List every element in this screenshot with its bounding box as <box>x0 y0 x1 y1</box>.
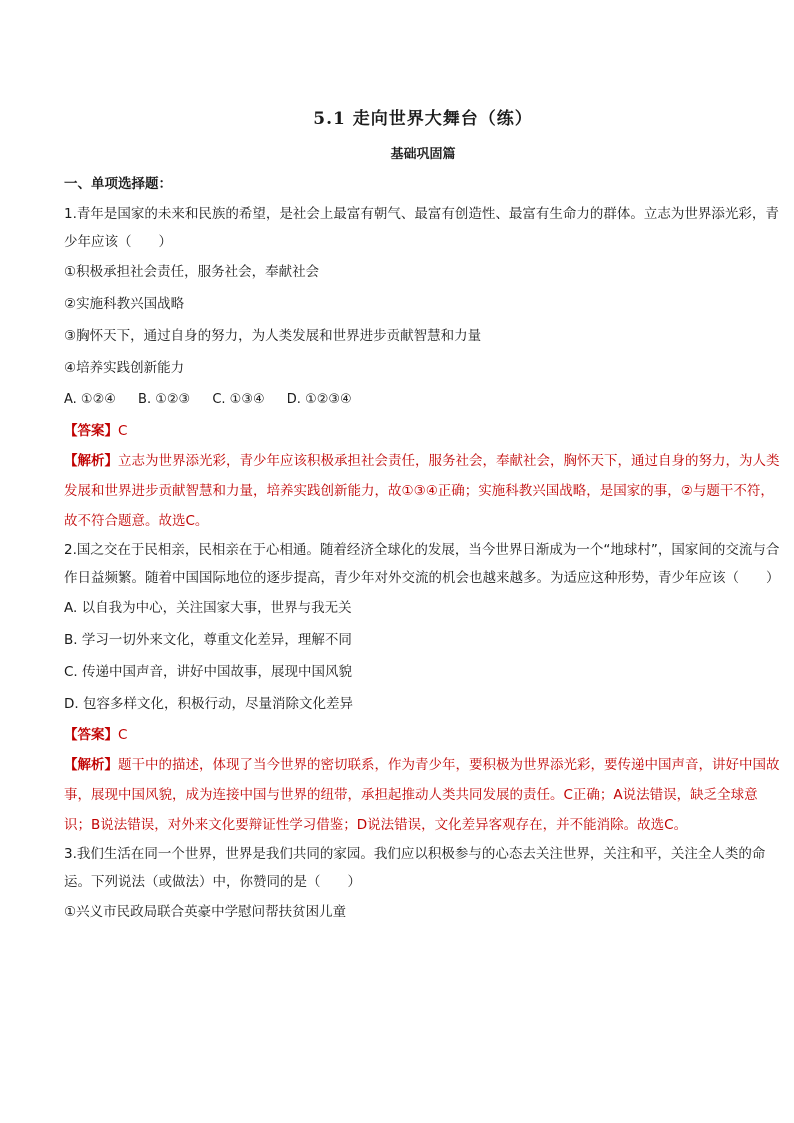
question-1-item-1: ①积极承担社会责任，服务社会，奉献社会 <box>64 264 320 280</box>
section-heading: 一、单项选择题： <box>64 176 172 192</box>
question-1-option-a: A. ①②④ <box>64 392 116 407</box>
analysis-tag: 【解析】 <box>64 453 118 469</box>
question-2-answer <box>64 720 782 750</box>
doc-subtitle: 基础巩固篇 <box>390 147 456 162</box>
question-2-analysis <box>64 750 782 840</box>
answer-tag: 【答案】 <box>64 727 118 743</box>
question-2-stem: 2.国之交在于民相亲，民相亲在于心相通。随着经济全球化的发展，当今世界日渐成为一个“地球村”，国家间的交流与合作日益频繁。随着中国国际地位的逐步提高，青少年对外交流的机会也越来越多。为适应这种形势，青少年应该（ ） <box>64 542 780 586</box>
answer-value: C <box>118 727 128 743</box>
doc-title: 5.1 走向世界大舞台（练） <box>313 109 533 129</box>
analysis-tag: 【解析】 <box>64 757 118 773</box>
analysis-text: 题干中的描述，体现了当今世界的密切联系，作为青少年，要积极为世界添光彩，要传递中国声音，讲好中国故事，展现中国风貌，成为连接中国与世界的纽带，承担起推动人类共同发展的责任。C正确；A说法错误，缺乏全球意识；B说法错误，对外来文化要辩证性学习借鉴；D说法错误，文化差异客观存在，并不能消除。故选C。 <box>64 757 780 833</box>
question-1-item-3: ③胸怀天下，通过自身的努力，为人类发展和世界进步贡献智慧和力量 <box>64 328 482 344</box>
question-2-option-c: C. 传递中国声音，讲好中国故事，展现中国风貌 <box>64 664 353 680</box>
question-1-option-c: C. ①③④ <box>212 392 265 407</box>
question-3-stem: 3.我们生活在同一个世界，世界是我们共同的家园。我们应以积极参与的心态去关注世界，关注和平，关注全人类的命运。下列说法（或做法）中，你赞同的是（ ） <box>64 846 766 890</box>
question-2-option-d: D. 包容多样文化，积极行动，尽量消除文化差异 <box>64 696 353 712</box>
analysis-text: 立志为世界添光彩，青少年应该积极承担社会责任，服务社会，奉献社会，胸怀天下，通过自身的努力，为人类发展和世界进步贡献智慧和力量，培养实践创新能力，故①③④正确；实施科教兴国战略，是国家的事，②与题干不符，故不符合题意。故选C。 <box>64 453 780 529</box>
question-1-stem: 1.青年是国家的未来和民族的希望，是社会上最富有朝气、最富有创造性、最富有生命力的群体。立志为世界添光彩，青少年应该（ ） <box>64 206 779 250</box>
question-2 <box>64 536 782 840</box>
question-2-option-b: B. 学习一切外来文化，尊重文化差异，理解不同 <box>64 632 352 648</box>
question-1-option-b: B. ①②③ <box>138 392 191 407</box>
question-1-options <box>64 384 782 416</box>
question-1-option-d: D. ①②③④ <box>286 392 352 407</box>
question-1-item-4: ④培养实践创新能力 <box>64 360 185 376</box>
question-3 <box>64 840 782 928</box>
answer-tag: 【答案】 <box>64 423 118 439</box>
question-3-item-1: ①兴义市民政局联合英豪中学慰问帮扶贫困儿童 <box>64 904 347 920</box>
question-1-answer <box>64 416 782 446</box>
question-1-analysis <box>64 446 782 536</box>
question-1-item-2: ②实施科教兴国战略 <box>64 296 185 312</box>
answer-value: C <box>118 423 128 439</box>
question-2-option-a: A. 以自我为中心，关注国家大事，世界与我无关 <box>64 600 352 616</box>
question-1 <box>64 200 782 536</box>
document-page <box>64 104 782 928</box>
